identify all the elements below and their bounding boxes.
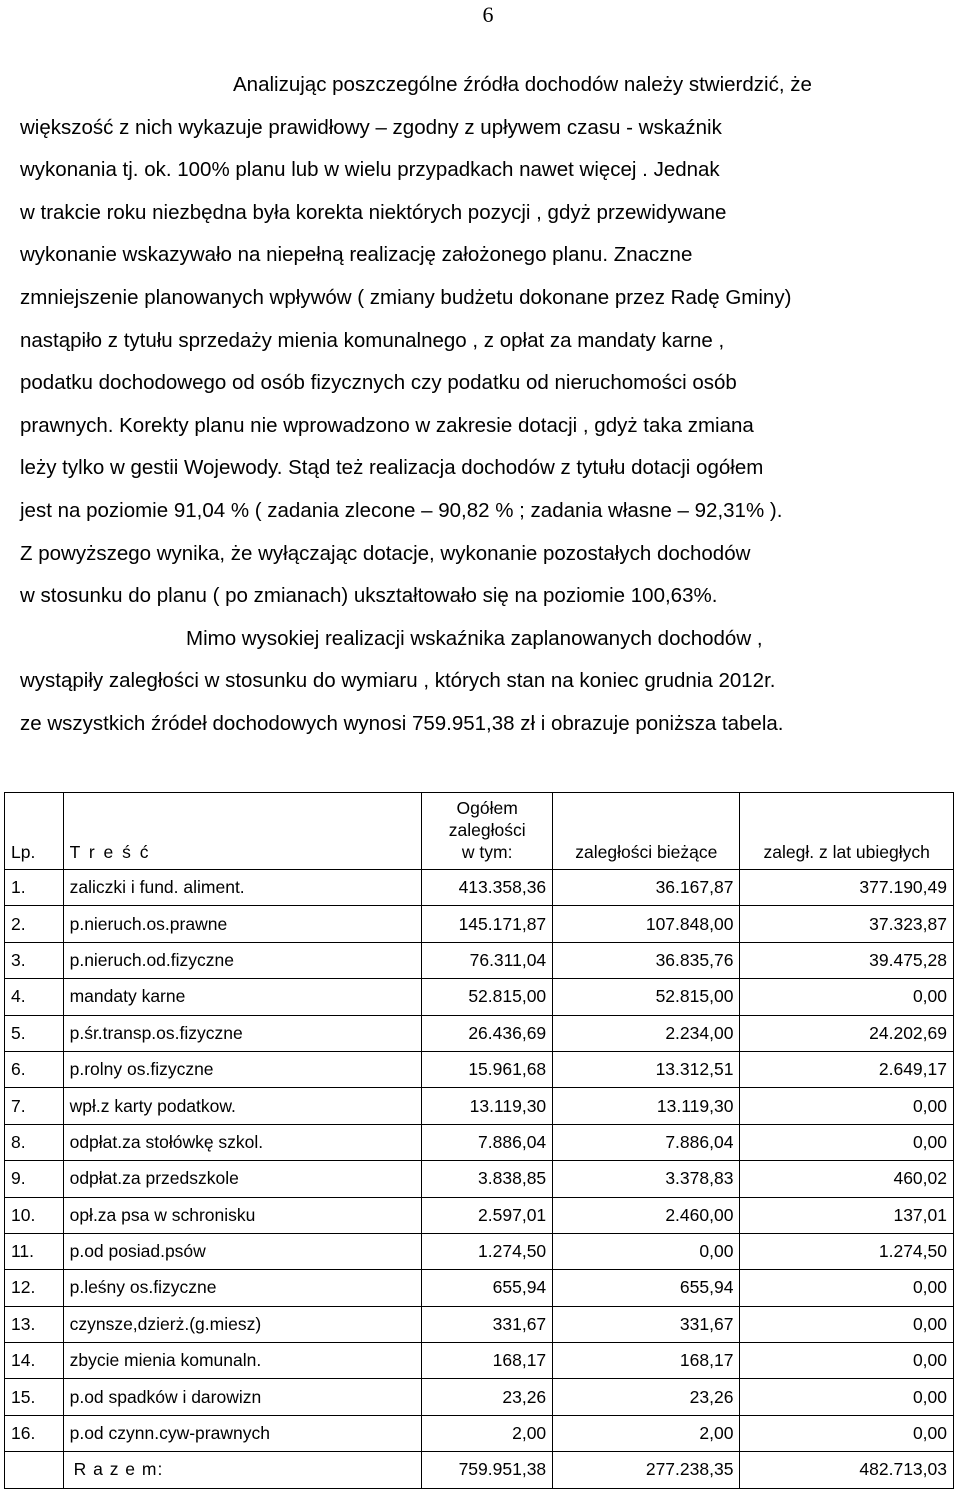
total-current: 277.238,35 — [553, 1452, 740, 1488]
row-past: 1.274,50 — [740, 1233, 954, 1269]
row-total: 168,17 — [422, 1343, 553, 1379]
paragraph-line: jest na poziomie 91,04 % ( zadania zlecone – 90,82 % ; zadania własne – 92,31% ). — [20, 498, 783, 522]
row-total: 7.886,04 — [422, 1124, 553, 1160]
header-total — [422, 793, 553, 870]
row-total: 331,67 — [422, 1306, 553, 1342]
header-tresc: T r e ś ć — [63, 793, 422, 870]
row-past: 460,02 — [740, 1161, 954, 1197]
row-lp: 8. — [5, 1124, 64, 1160]
row-tresc: czynsze,dzierż.(g.miesz) — [63, 1306, 422, 1342]
row-tresc: p.od czynn.cyw-prawnych — [63, 1415, 422, 1451]
table-row — [5, 1270, 954, 1306]
row-current: 7.886,04 — [553, 1124, 740, 1160]
row-lp: 3. — [5, 942, 64, 978]
paragraph-line: wystąpiły zaległości w stosunku do wymiaru , których stan na koniec grudnia 2012r. — [20, 669, 776, 693]
row-tresc: p.nieruch.od.fizyczne — [63, 942, 422, 978]
table-row — [5, 1233, 954, 1269]
row-current: 36.835,76 — [553, 942, 740, 978]
table-row — [5, 979, 954, 1015]
table-row — [5, 1161, 954, 1197]
row-past: 24.202,69 — [740, 1015, 954, 1051]
body-text — [20, 64, 952, 746]
paragraph-line: w stosunku do planu ( po zmianach) ukształtowało się na poziomie 100,63%. — [20, 584, 718, 608]
total-row — [5, 1452, 954, 1488]
row-lp: 6. — [5, 1051, 64, 1087]
table-row — [5, 1197, 954, 1233]
row-lp: 9. — [5, 1161, 64, 1197]
header-total-line2: w tym: — [461, 842, 513, 862]
row-tresc: mandaty karne — [63, 979, 422, 1015]
row-lp: 2. — [5, 906, 64, 942]
row-current: 13.119,30 — [553, 1088, 740, 1124]
row-lp: 4. — [5, 979, 64, 1015]
paragraph-line: zmniejszenie planowanych wpływów ( zmiany budżetu dokonane przez Radę Gminy) — [20, 285, 792, 309]
total-total: 759.951,38 — [422, 1452, 553, 1488]
row-tresc: wpł.z karty podatkow. — [63, 1088, 422, 1124]
total-lp-cell — [5, 1452, 64, 1488]
table-header-row — [5, 793, 954, 870]
row-past: 0,00 — [740, 1415, 954, 1451]
row-current: 2.234,00 — [553, 1015, 740, 1051]
row-current: 655,94 — [553, 1270, 740, 1306]
paragraph-line: Mimo wysokiej realizacji wskaźnika zaplanowanych dochodów , — [186, 626, 763, 650]
row-current: 23,26 — [553, 1379, 740, 1415]
paragraph-line: Z powyższego wynika, że wyłączając dotacje, wykonanie pozostałych dochodów — [20, 541, 751, 565]
row-current: 331,67 — [553, 1306, 740, 1342]
paragraph-line: prawnych. Korekty planu nie wprowadzono w zakresie dotacji , gdyż taka zmiana — [20, 413, 754, 437]
row-lp: 1. — [5, 870, 64, 906]
row-lp: 5. — [5, 1015, 64, 1051]
row-tresc: odpłat.za przedszkole — [63, 1161, 422, 1197]
row-tresc: odpłat.za stołówkę szkol. — [63, 1124, 422, 1160]
header-lp: Lp. — [5, 793, 64, 870]
row-total: 145.171,87 — [422, 906, 553, 942]
row-current: 0,00 — [553, 1233, 740, 1269]
row-tresc: opł.za psa w schronisku — [63, 1197, 422, 1233]
paragraph-line: leży tylko w gestii Wojewody. Stąd też realizacja dochodów z tytułu dotacji ogółem — [20, 456, 764, 480]
header-total-line1: Ogółem zaległości — [448, 798, 526, 840]
arrears-table — [4, 792, 954, 1489]
row-past: 0,00 — [740, 979, 954, 1015]
row-lp: 15. — [5, 1379, 64, 1415]
row-total: 1.274,50 — [422, 1233, 553, 1269]
row-tresc: zbycie mienia komunaln. — [63, 1343, 422, 1379]
row-past: 37.323,87 — [740, 906, 954, 942]
paragraph-line: nastąpiło z tytułu sprzedaży mienia komunalnego , z opłat za mandaty karne , — [20, 328, 725, 352]
row-current: 168,17 — [553, 1343, 740, 1379]
table-row — [5, 1379, 954, 1415]
row-tresc: p.od posiad.psów — [63, 1233, 422, 1269]
paragraph-line: wykonania tj. ok. 100% planu lub w wielu przypadkach nawet więcej . Jednak — [20, 158, 720, 182]
row-past: 0,00 — [740, 1124, 954, 1160]
row-tresc: p.leśny os.fizyczne — [63, 1270, 422, 1306]
row-past: 39.475,28 — [740, 942, 954, 978]
row-past: 377.190,49 — [740, 870, 954, 906]
paragraph-line: podatku dochodowego od osób fizycznych czy podatku od nieruchomości osób — [20, 371, 737, 395]
table-row — [5, 1088, 954, 1124]
row-current: 2.460,00 — [553, 1197, 740, 1233]
row-tresc: p.od spadków i darowizn — [63, 1379, 422, 1415]
paragraph-line: w trakcie roku niezbędna była korekta niektórych pozycji , gdyż przewidywane — [20, 200, 727, 224]
table-row — [5, 1306, 954, 1342]
total-past: 482.713,03 — [740, 1452, 954, 1488]
row-total: 23,26 — [422, 1379, 553, 1415]
row-total: 52.815,00 — [422, 979, 553, 1015]
row-past: 137,01 — [740, 1197, 954, 1233]
table-row — [5, 870, 954, 906]
row-total: 413.358,36 — [422, 870, 553, 906]
row-current: 52.815,00 — [553, 979, 740, 1015]
row-lp: 7. — [5, 1088, 64, 1124]
row-lp: 13. — [5, 1306, 64, 1342]
row-tresc: zaliczki i fund. aliment. — [63, 870, 422, 906]
row-lp: 14. — [5, 1343, 64, 1379]
row-lp: 10. — [5, 1197, 64, 1233]
row-total: 13.119,30 — [422, 1088, 553, 1124]
table-row — [5, 942, 954, 978]
row-tresc: p.nieruch.os.prawne — [63, 906, 422, 942]
row-current: 13.312,51 — [553, 1051, 740, 1087]
row-past: 0,00 — [740, 1343, 954, 1379]
row-tresc: p.śr.transp.os.fizyczne — [63, 1015, 422, 1051]
table-row — [5, 1415, 954, 1451]
paragraph-line: ze wszystkich źródeł dochodowych wynosi 759.951,38 zł i obrazuje poniższa tabela. — [20, 711, 784, 735]
header-past: zaległ. z lat ubiegłych — [740, 793, 954, 870]
row-lp: 12. — [5, 1270, 64, 1306]
paragraph-line: wykonanie wskazywało na niepełną realizację założonego planu. Znaczne — [20, 243, 693, 267]
row-total: 2.597,01 — [422, 1197, 553, 1233]
header-current: zaległości bieżące — [553, 793, 740, 870]
table-row — [5, 1051, 954, 1087]
row-current: 3.378,83 — [553, 1161, 740, 1197]
table-row — [5, 1015, 954, 1051]
total-label: R a z e m: — [63, 1452, 422, 1488]
row-past: 0,00 — [740, 1306, 954, 1342]
row-total: 76.311,04 — [422, 942, 553, 978]
row-total: 15.961,68 — [422, 1051, 553, 1087]
table-row — [5, 906, 954, 942]
table-row — [5, 1124, 954, 1160]
row-current: 2,00 — [553, 1415, 740, 1451]
paragraph-line: Analizując poszczególne źródła dochodów należy stwierdzić, że — [233, 73, 812, 96]
table-body — [5, 870, 954, 1489]
row-total: 655,94 — [422, 1270, 553, 1306]
row-total: 26.436,69 — [422, 1015, 553, 1051]
row-past: 0,00 — [740, 1379, 954, 1415]
table-row — [5, 1343, 954, 1379]
row-lp: 11. — [5, 1233, 64, 1269]
row-total: 2,00 — [422, 1415, 553, 1451]
row-current: 36.167,87 — [553, 870, 740, 906]
paragraph-line: większość z nich wykazuje prawidłowy – zgodny z upływem czasu - wskaźnik — [20, 115, 722, 139]
row-current: 107.848,00 — [553, 906, 740, 942]
row-tresc: p.rolny os.fizyczne — [63, 1051, 422, 1087]
page-number: 6 — [482, 2, 494, 27]
row-total: 3.838,85 — [422, 1161, 553, 1197]
row-past: 0,00 — [740, 1088, 954, 1124]
row-lp: 16. — [5, 1415, 64, 1451]
row-past: 2.649,17 — [740, 1051, 954, 1087]
row-past: 0,00 — [740, 1270, 954, 1306]
